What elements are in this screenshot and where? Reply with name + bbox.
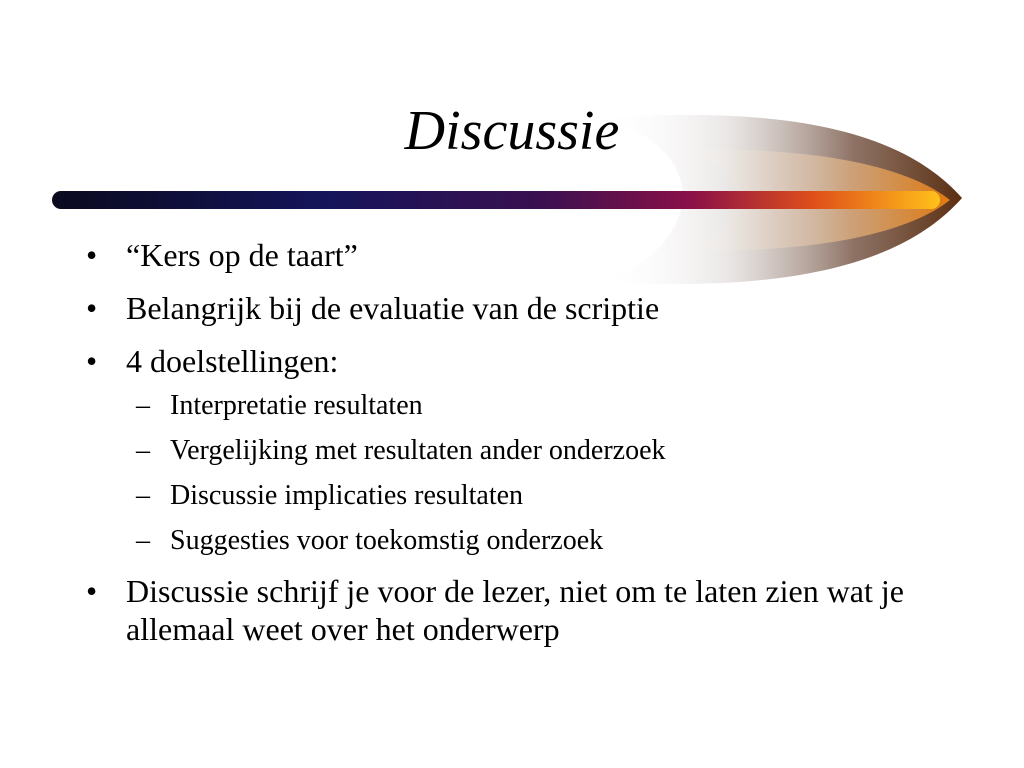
sub-bullet-text: Interpretatie resultaten — [170, 390, 423, 421]
slide-title: Discussie — [404, 100, 620, 162]
dash-marker: – — [136, 390, 150, 421]
bullet-text: Discussie schrijf je voor de lezer, niet om te laten zien wat je allemaal weet over het onderwerp — [126, 573, 904, 647]
sub-bullet-text: Suggesties voor toekomstig onderzoek — [170, 525, 604, 556]
bullet-marker: • — [86, 237, 98, 273]
sub-bullet-text: Vergelijking met resultaten ander onderzoek — [170, 435, 666, 466]
bullet-marker: • — [86, 343, 98, 379]
bullet-text: Belangrijk bij de evaluatie van de scriptie — [126, 290, 660, 326]
bullet-marker: • — [86, 290, 98, 326]
dash-marker: – — [136, 525, 150, 556]
bullet-text: 4 doelstellingen: — [126, 343, 339, 379]
sub-bullet-text: Discussie implicaties resultaten — [170, 480, 524, 511]
bullet-item — [80, 342, 960, 557]
sub-bullet-item — [126, 524, 960, 557]
bullet-item — [80, 236, 960, 274]
bullet-text: “Kers op de taart” — [126, 237, 358, 273]
bullet-list — [80, 236, 960, 663]
sub-bullet-item — [126, 434, 960, 467]
bullet-item — [80, 289, 960, 327]
dash-marker: – — [136, 480, 150, 511]
sub-bullet-item — [126, 389, 960, 422]
title-underline-bar — [52, 191, 940, 209]
sub-bullet-list — [126, 389, 960, 557]
bullet-item — [80, 572, 960, 648]
sub-bullet-item — [126, 479, 960, 512]
bullet-marker: • — [86, 573, 98, 609]
dash-marker: – — [136, 435, 150, 466]
